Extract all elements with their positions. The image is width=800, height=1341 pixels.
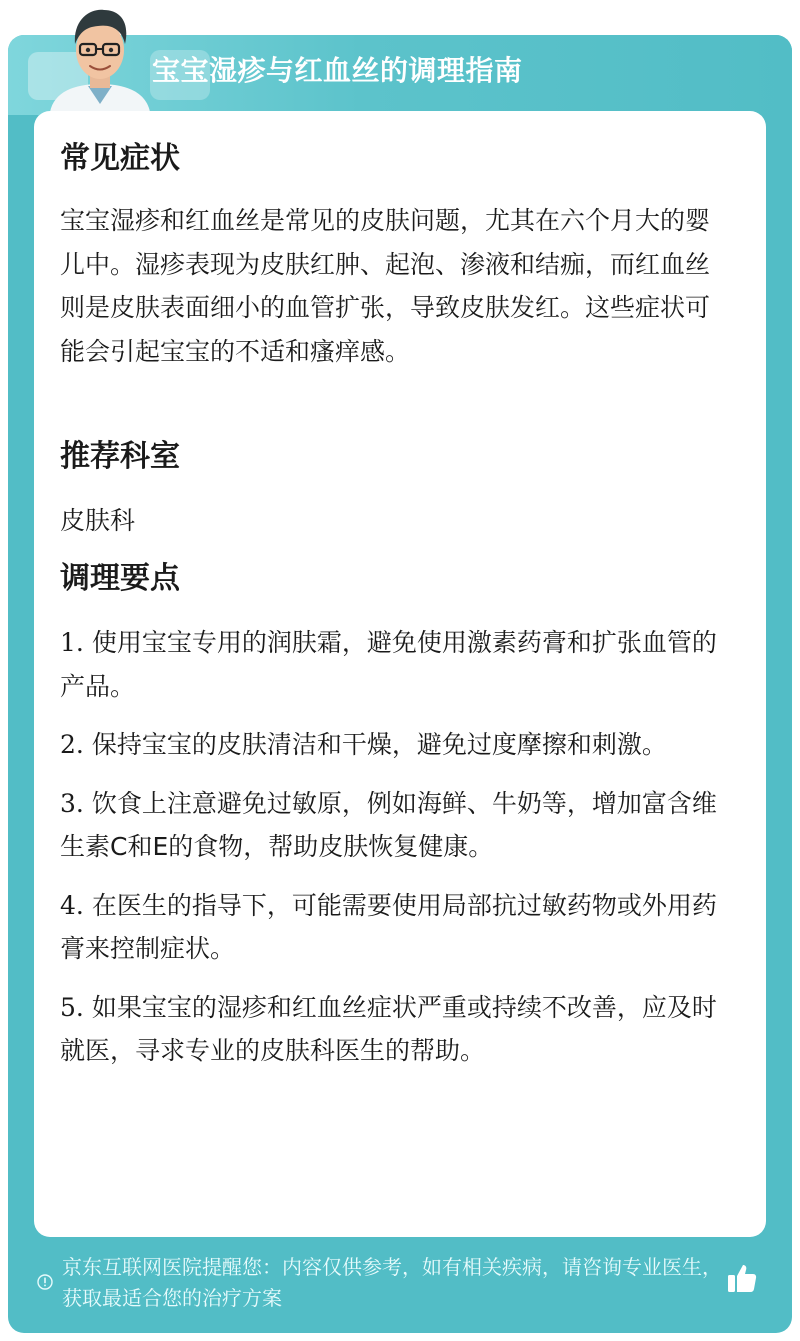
- page-title: 宝宝湿疹与红血丝的调理指南: [152, 54, 523, 87]
- list-item: 2. 保持宝宝的皮肤清洁和干燥，避免过度摩擦和刺激。: [60, 730, 667, 759]
- list-item: 1. 使用宝宝专用的润肤霜，避免使用激素药膏和扩张血管的产品。: [60, 628, 717, 701]
- thumbs-up-icon[interactable]: [726, 1262, 758, 1294]
- list-item: 4. 在医生的指导下，可能需要使用局部抗过敏药物或外用药膏来控制症状。: [60, 890, 717, 963]
- disclaimer-text: 京东互联网医院提醒您：内容仅供参考，如有相关疾病，请咨询专业医生，获取最适合您的治疗方案: [62, 1255, 722, 1310]
- care-list: [60, 621, 725, 1088]
- department-text: 皮肤科: [60, 506, 136, 535]
- info-icon: [37, 1274, 53, 1290]
- section-title-department: 推荐科室: [60, 439, 180, 474]
- list-item: 5. 如果宝宝的湿疹和红血丝症状严重或持续不改善，应及时就医，寻求专业的皮肤科医生的帮助。: [60, 992, 717, 1065]
- list-item: 3. 饮食上注意避免过敏原，例如海鲜、牛奶等，增加富含维生素C和E的食物，帮助皮肤恢复健康。: [60, 788, 717, 861]
- doctor-avatar-icon: [40, 0, 160, 112]
- section-title-care: 调理要点: [60, 561, 180, 596]
- symptoms-text: 宝宝湿疹和红血丝是常见的皮肤问题，尤其在六个月大的婴儿中。湿疹表现为皮肤红肿、起泡、渗液和结痂，而红血丝则是皮肤表面细小的血管扩张，导致皮肤发红。这些症状可能会引起宝宝的不适和瘙痒感。: [60, 206, 711, 366]
- section-title-symptoms: 常见症状: [60, 141, 180, 176]
